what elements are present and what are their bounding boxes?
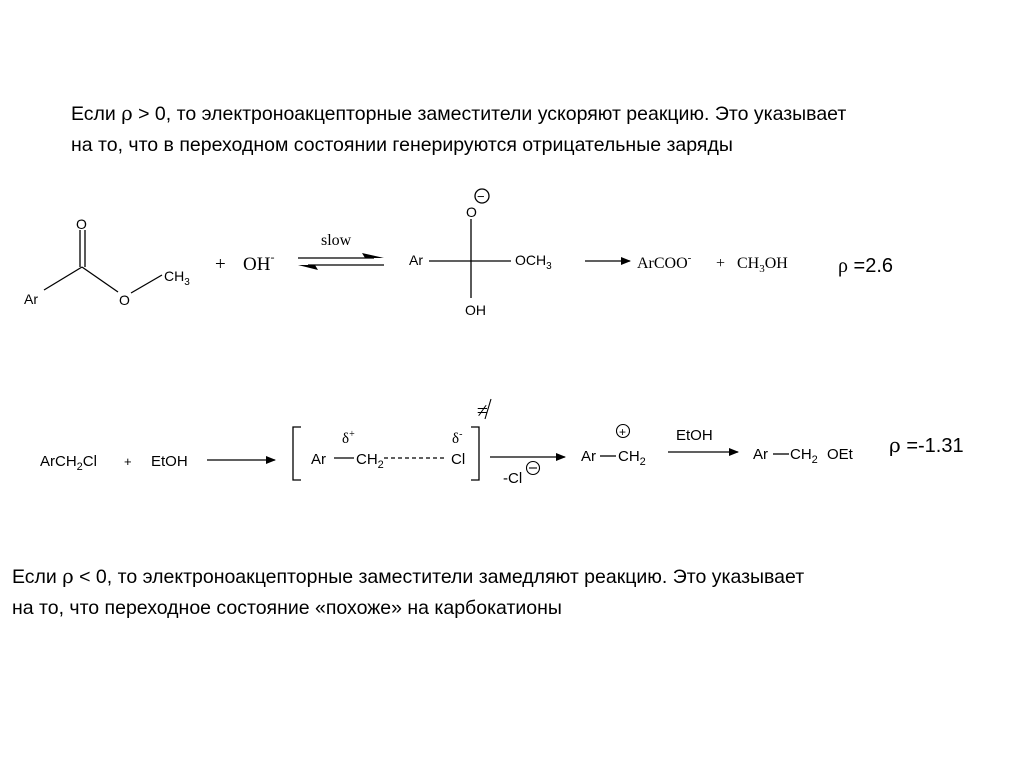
rho-symbol: ρ (121, 102, 133, 125)
methyl-group: $CH_3$ (164, 268, 190, 288)
etoh-step-label: EtOH (676, 427, 713, 444)
slow-label: slow (321, 232, 352, 249)
intermediate-hydroxyl: OH (465, 302, 486, 318)
ether-ch2: $CH_2$ (790, 446, 818, 466)
intermediate-aryl: Ar (409, 252, 423, 268)
bond-c-o (82, 267, 118, 292)
hydroxide: OH- (243, 250, 275, 275)
bottom-line-1: Если ρ < 0, то электроноакцепторные заместители замедляют реакцию. Это указывает (12, 565, 805, 588)
rho-value-2: ρ =-1.31 (889, 433, 964, 457)
ts-aryl: Ar (311, 451, 326, 468)
delta-minus: δ- (452, 429, 463, 447)
reaction2-plus: + (124, 454, 132, 469)
rho-symbol: ρ (62, 565, 74, 588)
bond-o-ch3 (131, 275, 162, 293)
ester-oxygen: O (119, 292, 130, 308)
cation-ch2: $CH_2$ (618, 448, 646, 468)
methanol-product: $CH_3OH$ (737, 255, 788, 275)
rho-value-1: ρ =2.6 (838, 255, 894, 277)
ester-structure (44, 230, 162, 293)
equilibrium-arrow (298, 232, 384, 270)
bond-ar-c (44, 267, 82, 290)
top-line-1: Если ρ > 0, то электроноакцепторные заместители ускоряют реакцию. Это указывает (71, 102, 847, 125)
ether-oet: OEt (827, 446, 853, 463)
delta-plus: δ+ (342, 429, 355, 447)
transition-state-mark: ≠ (477, 400, 488, 422)
top-line-2: на то, что в переходном состоянии генерируются отрицательные заряды (71, 134, 733, 156)
carboxylate-product: ArCOO- (637, 252, 692, 272)
intermediate-oxygen: O (466, 204, 477, 220)
ethanol-reactant: EtOH (151, 453, 188, 470)
left-bracket (293, 427, 301, 480)
carbonyl-oxygen: O (76, 216, 87, 232)
bottom-line-2: на то, что переходное состояние «похоже» на карбокатионы (12, 597, 562, 619)
leaving-chloride: -Cl (503, 470, 523, 487)
cation-plus: + (619, 425, 627, 439)
ether-aryl: Ar (753, 446, 768, 463)
negative-charge: − (477, 189, 485, 204)
aryl-label: Ar (24, 291, 38, 307)
ts-ch2: $CH_2$ (356, 451, 384, 471)
plus-sign: + (215, 254, 226, 275)
cation-aryl: Ar (581, 448, 596, 465)
right-bracket (471, 427, 479, 480)
product-plus: + (716, 255, 726, 272)
ts-chlorine: Cl (451, 451, 466, 468)
methoxy-group: $OCH_3$ (515, 252, 552, 272)
benzyl-chloride: ArCH$_2$Cl (40, 453, 97, 473)
